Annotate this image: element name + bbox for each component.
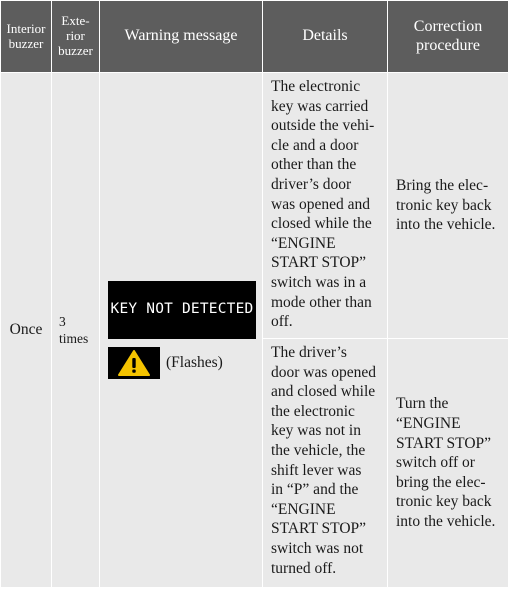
display-text: KEY NOT DETECTED [110, 301, 254, 318]
text-line: Turn the [396, 395, 449, 413]
text-line: key was not in [271, 422, 361, 440]
warning-indicator-row [108, 347, 223, 379]
text-line: was opened and [271, 195, 370, 213]
text-line: tronic key back [396, 196, 492, 214]
text-line: “ENGINE [271, 234, 336, 252]
warning-message-cell [100, 73, 263, 588]
text-line: START STOP” [271, 520, 367, 538]
text-line: off. [271, 313, 293, 331]
text-line: closed while the [271, 215, 372, 233]
text-line: into the vehicle. [396, 216, 496, 234]
text-line: cle and a door [271, 136, 359, 154]
text-line: in “P” and the [271, 481, 359, 499]
header-exterior-line: buzzer [58, 42, 93, 58]
text-line: switch was in a [271, 273, 367, 291]
text-line: the electronic [271, 402, 355, 420]
interior-buzzer-cell [1, 73, 52, 588]
correction-text-1 [396, 176, 502, 235]
text-line: into the vehicle. [396, 512, 496, 530]
text-line: bring the elec- [396, 473, 486, 491]
text-line: The driver’s [271, 344, 347, 361]
correction-cell-2 [388, 339, 508, 588]
exterior-buzzer-count: 3 [59, 314, 66, 329]
text-line: START STOP” [396, 434, 492, 452]
warning-message-display [100, 281, 262, 379]
header-interior-buzzer [1, 1, 52, 73]
details-cell-1 [263, 73, 388, 339]
text-line: “ENGINE [396, 415, 461, 433]
text-line: outside the vehi- [271, 117, 375, 135]
header-correction-procedure [388, 1, 508, 73]
text-line: The electronic [271, 78, 361, 95]
details-text-2 [271, 343, 381, 578]
flashes-label: (Flashes) [166, 354, 223, 372]
header-exterior-line: Exte- [61, 13, 90, 29]
details-text-1 [271, 77, 381, 332]
text-line: mode other than [271, 293, 372, 311]
details-cell-2 [263, 339, 388, 588]
exterior-buzzer-cell [52, 73, 100, 588]
correction-text-2 [396, 394, 502, 531]
text-line: START STOP” [271, 254, 367, 272]
text-line: “ENGINE [271, 500, 336, 518]
text-line: shift lever was [271, 461, 362, 479]
header-exterior-line: rior [66, 28, 85, 44]
text-line: Bring the elec- [396, 177, 489, 195]
text-line: key was carried [271, 97, 369, 115]
header-details: Details [263, 1, 388, 73]
header-interior-line: buzzer [8, 35, 44, 51]
exterior-buzzer-unit: times [59, 331, 89, 346]
text-line: door was opened [271, 363, 377, 381]
correction-cell-1 [388, 73, 508, 339]
interior-buzzer-value: Once [9, 321, 43, 339]
text-line: other than the [271, 156, 357, 174]
text-line: turned off. [271, 559, 337, 577]
header-correction-line: Correction [413, 18, 483, 36]
header-warning-message: Warning message [100, 1, 263, 73]
header-correction-line: procedure [416, 36, 480, 54]
header-exterior-buzzer [52, 1, 100, 73]
warning-triangle-icon [108, 347, 160, 379]
key-not-detected-display [108, 281, 256, 339]
text-line: switch was not [271, 539, 364, 557]
text-line: driver’s door [271, 175, 352, 193]
header-interior-line: Interior [6, 20, 46, 36]
text-line: switch off or [396, 454, 475, 472]
text-line: the vehicle, the [271, 441, 366, 459]
text-line: and closed while [271, 383, 376, 401]
text-line: tronic key back [396, 493, 492, 511]
